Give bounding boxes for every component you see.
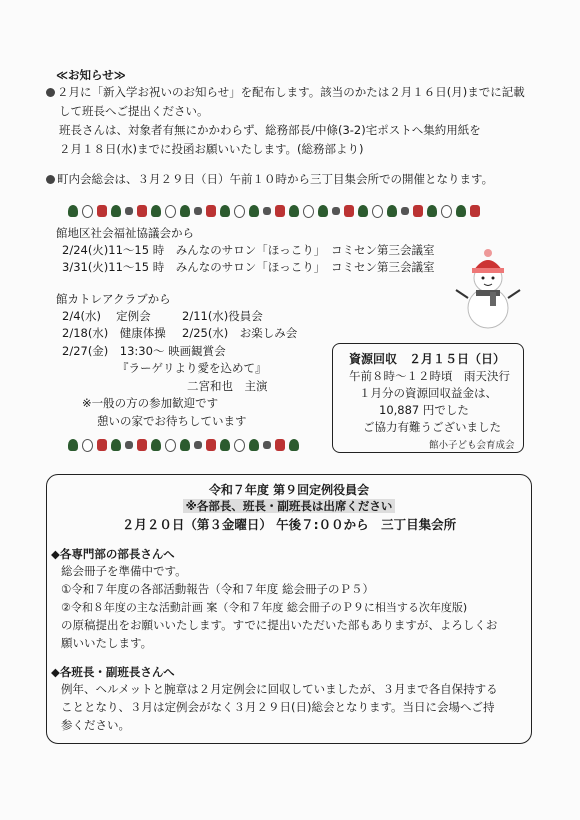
recycle-line: １月分の資源回収益金は、 — [359, 386, 497, 400]
welfare-title: 館地区社会福祉協議会から — [56, 226, 194, 240]
section-line: 願いいたします。 — [61, 636, 153, 650]
movie-cast: 二宮和也 主演 — [187, 379, 268, 393]
recycle-line: ご協力有難うございました — [363, 420, 501, 434]
cattleya-item: 2/11(水)役員会 — [182, 309, 263, 323]
section-head-dept: ◆各専門部の部長さんへ — [51, 547, 175, 561]
cattleya-note: ※一般の方の参加歓迎です — [82, 396, 219, 410]
notice-heading: ≪お知らせ≫ — [56, 68, 126, 82]
notice-item-1 — [46, 85, 525, 100]
decorative-border — [68, 437, 326, 453]
section-line: ①令和７年度の各部活動報告（令和７年度 総会冊子のＰ５） — [61, 582, 374, 596]
section-line: ②令和８年度の主な活動計画 案（令和７年度 総会冊子のＰ９に相当する次年度版) — [61, 601, 468, 614]
cattleya-title: 館カトレアクラブから — [56, 292, 171, 306]
section-line: 総会冊子を準備中です。 — [61, 564, 187, 578]
meeting-title: 令和７年度 第９回定例役員会 — [208, 483, 370, 497]
meeting-box — [46, 474, 532, 744]
decorative-border — [68, 203, 528, 219]
notice-line: して班長へご提出ください。 — [59, 104, 209, 118]
recycle-title: 資源回収 ２月１５日（日） — [349, 352, 506, 366]
cattleya-item: 2/18(水) 健康体操 — [62, 326, 166, 340]
section-line: の原稿提出をお願いいたします。すでに提出いただいた部もありますが、よろしくお — [61, 618, 498, 632]
notice-line: 班長さんは、対象者有無にかかわらず、総務部長/中條(3-2)宅ポストへ集約用紙を — [59, 123, 481, 137]
bullet-icon — [46, 175, 55, 184]
recycle-box — [332, 343, 524, 453]
welfare-item: 2/24(火)11～15 時 みんなのサロン「ほっこり」 コミセン第三会議室 — [62, 243, 435, 257]
recycle-org: 館小子ども会育成会 — [429, 440, 515, 451]
bullet-icon — [46, 88, 55, 97]
notice-line: ２月１８日(水)までに投函お願いいたします。(総務部より) — [59, 142, 364, 156]
cattleya-item: 2/25(水) お楽しみ会 — [182, 326, 298, 340]
recycle-line: 午前８時～１２時頃 雨天決行 — [349, 369, 510, 383]
meeting-note: ※各部長、班長・副班長は出席ください — [183, 499, 396, 513]
movie-title: 『ラーゲリより愛を込めて』 — [117, 361, 267, 375]
recycle-amount: 10,887 円でした — [379, 403, 469, 417]
notice-text: ２月に「新入学お祝いのお知らせ」を配布します。該当のかたは２月１６日(月)までに記載 — [57, 85, 525, 99]
notice-text: 町内会総会は、３月２９日（日）午前１０時から三丁目集会所での開催となります。 — [57, 172, 494, 186]
section-line: 例年、ヘルメットと腕章は２月定例会に回収していましたが、３月まで各自保持する — [61, 682, 498, 696]
notice-item-2 — [46, 172, 493, 187]
section-line: 参ください。 — [61, 718, 130, 732]
welfare-item: 3/31(火)11～15 時 みんなのサロン「ほっこり」 コミセン第三会議室 — [62, 260, 435, 274]
meeting-note-wrap — [47, 498, 531, 514]
cattleya-item: 2/4(水) 定例会 — [62, 309, 151, 323]
cattleya-note: 憩いの家でお待ちしています — [97, 414, 247, 428]
cattleya-item: 2/27(金) 13:30～ 映画観賞会 — [62, 344, 226, 358]
meeting-datetime: ２月２０日（第３金曜日） 午後７:００から 三丁目集会所 — [121, 517, 457, 532]
section-head-leaders: ◆各班長・副班長さんへ — [51, 665, 175, 679]
snowman-icon — [452, 248, 524, 330]
section-line: こととなり、３月は定例会がなく３月２９日(日)総会となります。当日に会場へご持 — [61, 700, 495, 714]
